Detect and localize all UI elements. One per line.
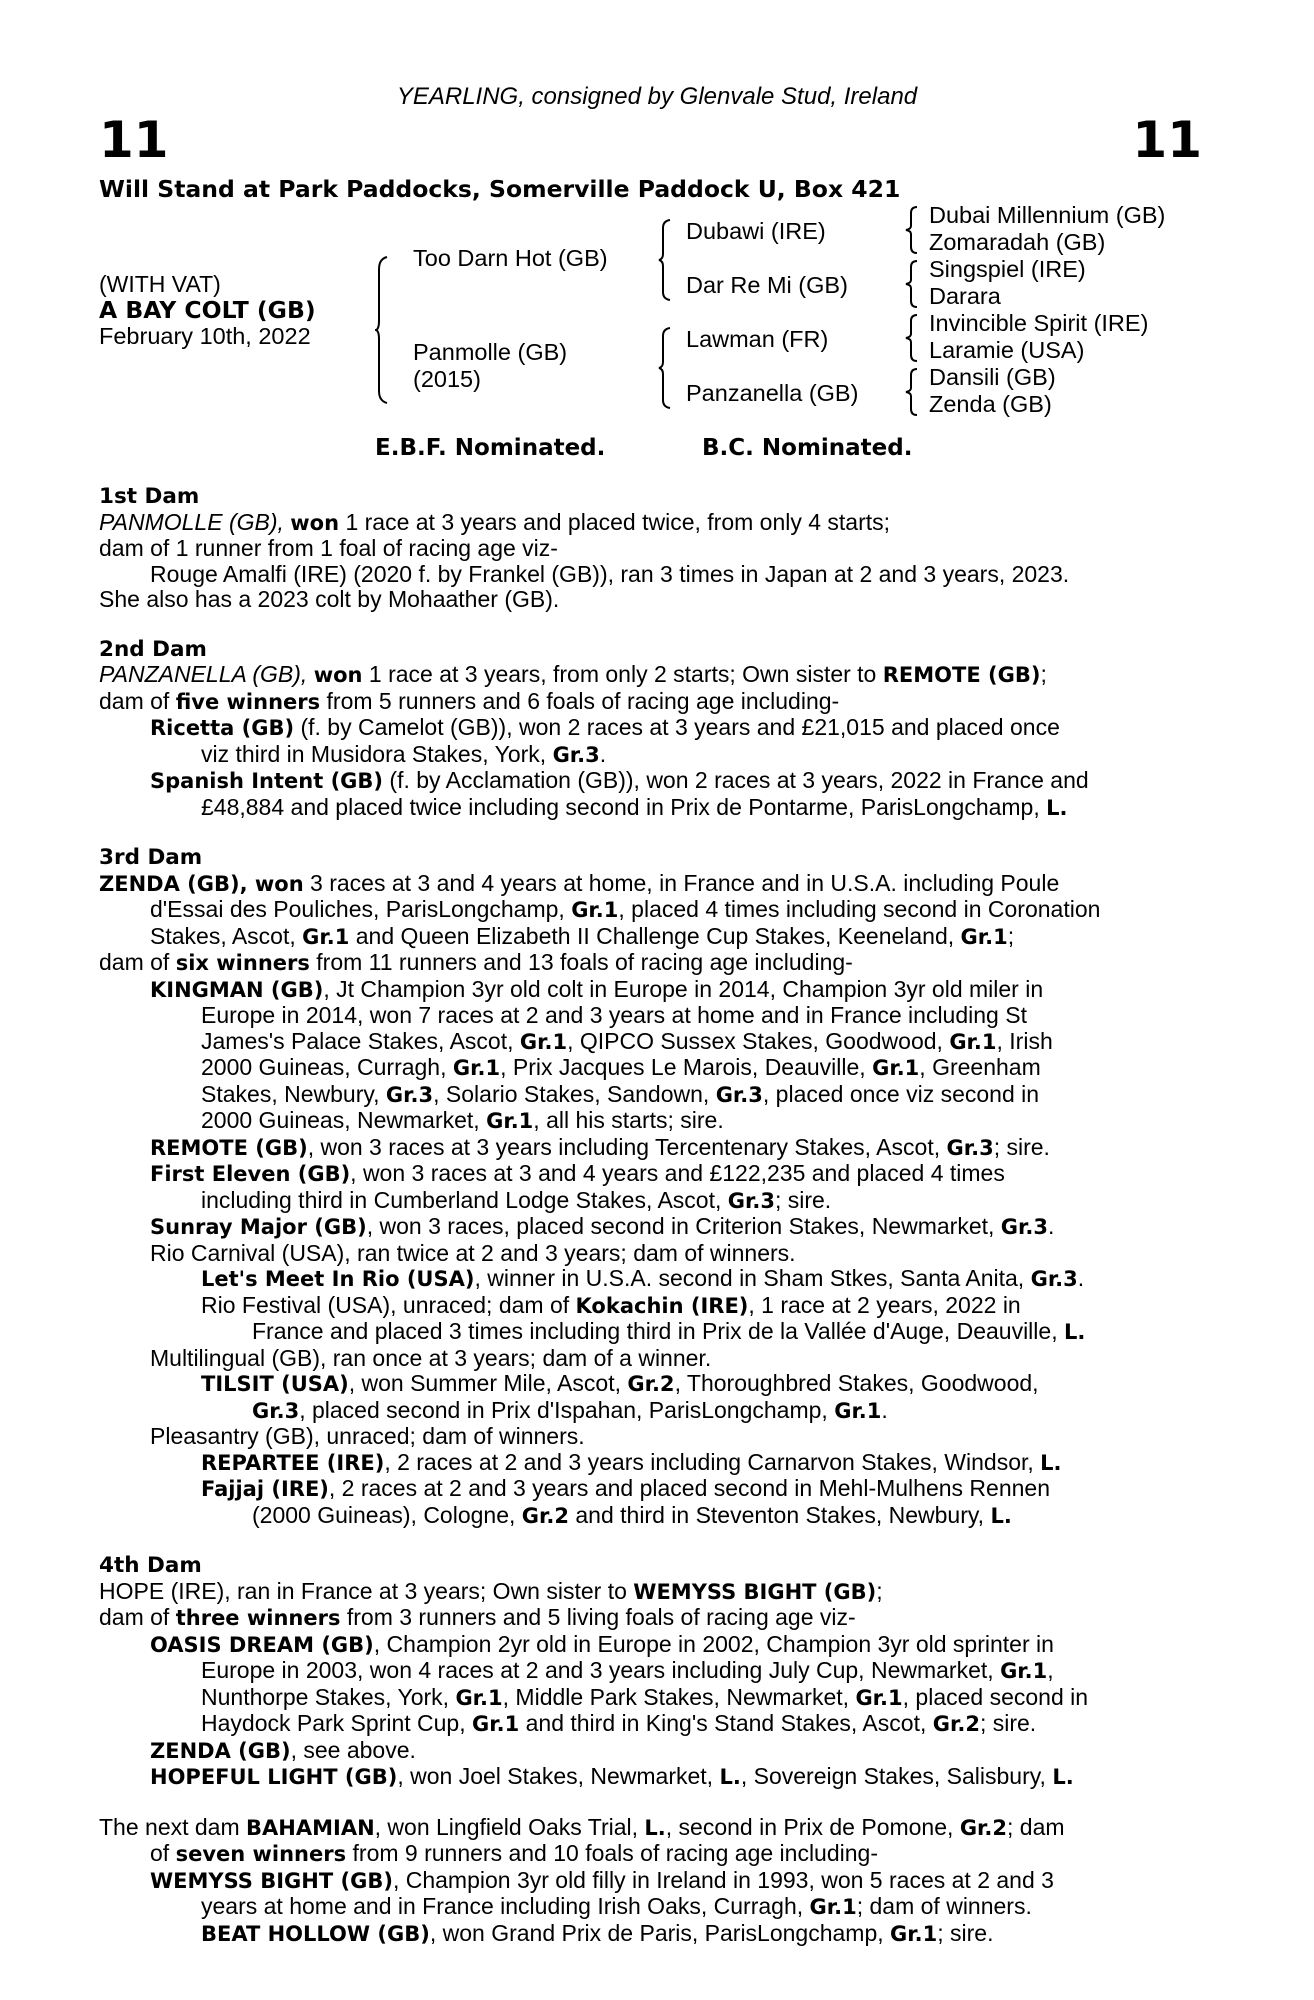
emphasis: ZENDA (GB),: [99, 871, 255, 896]
text-line: [99, 1868, 1205, 1895]
emphasis: Gr.1: [486, 1109, 534, 1133]
vat-label: (WITH VAT): [99, 271, 221, 297]
text: , Jt Champion 3yr old colt in Europe in 2014, Champion 3yr old miler in: [323, 975, 1044, 1002]
emphasis: won: [313, 663, 363, 687]
emphasis: L.: [719, 1765, 741, 1789]
grandsire-4: Darara: [929, 283, 1001, 309]
text-line: [99, 1503, 1205, 1530]
emphasis: seven winners: [175, 1842, 347, 1866]
text: and third in Steventon Stakes, Newbury,: [568, 1501, 991, 1528]
text: viz third in Musidora Stakes, York,: [201, 740, 553, 767]
emphasis: Gr.3: [1000, 1215, 1048, 1239]
text: HOPE (IRE), ran in France at 3 years; Own sister to: [99, 1577, 634, 1604]
text: , Sovereign Stakes, Salisbury,: [740, 1763, 1053, 1789]
text: , won 3 races, placed second in Criterion Stakes, Newmarket,: [366, 1213, 1001, 1239]
emphasis: WEMYSS BIGHT (GB): [633, 1579, 877, 1604]
text-line: [99, 1579, 1205, 1606]
text: and third in King's Stand Stakes, Ascot,: [519, 1710, 933, 1736]
grandsire-3: Singspiel (IRE): [929, 256, 1086, 282]
sire-name: Too Darn Hot (GB): [413, 245, 608, 271]
sale-header: YEARLING, consigned by Glenvale Stud, Ireland: [396, 83, 918, 110]
text-line: [99, 1894, 1205, 1921]
emphasis: Gr.1: [302, 924, 350, 949]
text: , second in Prix de Pomone,: [665, 1813, 960, 1840]
text: , placed second in: [902, 1683, 1089, 1710]
text-line: [99, 742, 1205, 769]
emphasis: TILSIT (USA): [201, 1372, 349, 1396]
text: from 3 runners and 5 living foals of racing age viz-: [340, 1604, 856, 1630]
text-line: [99, 1685, 1205, 1712]
sire-dam: Dar Re Mi (GB): [686, 272, 848, 298]
text: The next dam: [99, 1813, 247, 1840]
emphasis: L.: [1052, 1765, 1074, 1789]
text: and Queen Elizabeth II Challenge Cup Stakes, Keeneland,: [349, 922, 961, 949]
text: .: [1047, 1213, 1055, 1239]
text: , won Lingfield Oaks Trial,: [374, 1813, 645, 1840]
emphasis: Gr.3: [385, 1082, 434, 1107]
text: including third in Cumberland Lodge Stakes, Ascot,: [201, 1186, 728, 1213]
emphasis: Gr.1: [455, 1685, 503, 1710]
text: of: [150, 1840, 176, 1866]
emphasis: L.: [644, 1815, 666, 1840]
pedigree-brace-sire: [658, 218, 672, 302]
text: , Thoroughbred Stakes, Goodwood,: [674, 1370, 1039, 1396]
section-title: 1st Dam: [99, 484, 200, 509]
emphasis: REMOTE (GB): [150, 1135, 308, 1160]
emphasis: Gr.3: [946, 1135, 994, 1160]
text: 1 race at 3 years, from only 2 starts; Own sister to: [362, 661, 883, 687]
text: 3 races at 3 and 4 years at home, in France and in U.S.A. including Poule: [303, 869, 1060, 896]
emphasis: Gr.2: [521, 1503, 569, 1528]
grandsire-8: Zenda (GB): [929, 391, 1052, 417]
text: , placed 4 times including second in Coronation: [618, 896, 1101, 922]
text: £48,884 and placed twice including second in Prix de Pontarme, ParisLongchamp,: [201, 793, 1047, 820]
emphasis: Gr.2: [932, 1712, 980, 1736]
catalogue-body: [99, 484, 1205, 1947]
text-line: [99, 768, 1205, 795]
text: (2000 Guineas), Cologne,: [252, 1501, 522, 1528]
emphasis: Spanish Intent (GB): [150, 769, 384, 793]
next-dam-section: [99, 1815, 1205, 1948]
text: ; dam: [1007, 1813, 1065, 1840]
emphasis: won: [290, 510, 340, 535]
text-line: [99, 662, 1205, 689]
text-line: [99, 1711, 1205, 1738]
text-line: [99, 1476, 1205, 1503]
text: from 9 runners and 10 foals of racing age including-: [346, 1840, 878, 1866]
text: , won Summer Mile, Ascot,: [348, 1370, 628, 1396]
text: 1 race at 3 years and placed twice, from only 4 starts;: [339, 508, 891, 535]
emphasis: Gr.1: [452, 1056, 501, 1080]
text-line: She also has a 2023 colt by Mohaather (GB).: [99, 586, 560, 612]
emphasis: six winners: [175, 951, 310, 975]
text-line: [99, 1605, 1205, 1632]
emphasis: Gr.1: [855, 1685, 903, 1710]
text-line: [99, 1738, 1205, 1765]
text-line: [99, 1082, 1205, 1109]
stand-location: Will Stand at Park Paddocks, Somerville Paddock U, Box 421: [99, 175, 901, 203]
grandsire-5: Invincible Spirit (IRE): [929, 310, 1149, 336]
emphasis: REPARTEE (IRE): [201, 1450, 385, 1475]
emphasis: Sunray Major (GB): [150, 1215, 367, 1239]
emphasis: Gr.3: [1030, 1267, 1078, 1291]
emphasis: Gr.3: [715, 1082, 763, 1107]
text: 2000 Guineas, Newmarket,: [201, 1107, 487, 1133]
dam-dam: Panzanella (GB): [686, 380, 859, 406]
text-line: [99, 1371, 1205, 1398]
emphasis: Gr.1: [834, 1398, 882, 1423]
emphasis: Gr.1: [571, 898, 619, 922]
emphasis: Gr.3: [727, 1188, 775, 1213]
text-line: [99, 1450, 1205, 1477]
emphasis: Gr.1: [519, 1029, 568, 1054]
text: d'Essai des Pouliches, ParisLongchamp,: [150, 896, 572, 922]
text-line: dam of 1 runner from 1 foal of racing age viz-: [99, 535, 558, 561]
text: ; dam of winners.: [856, 1893, 1032, 1919]
text: (f. by Camelot (GB)), won 2 races at 3 years and £21,015 and placed once: [294, 714, 1060, 740]
text: , won 3 races at 3 years including Tercentenary Stakes, Ascot,: [307, 1133, 947, 1160]
text-line: Pleasantry (GB), unraced; dam of winners.: [150, 1423, 585, 1449]
text: , placed second in Prix d'Ispahan, ParisLongchamp,: [299, 1396, 835, 1423]
grandsire-6: Laramie (USA): [929, 337, 1085, 363]
emphasis: BAHAMIAN: [246, 1815, 375, 1840]
text: , QIPCO Sussex Stakes, Goodwood,: [567, 1027, 950, 1054]
text: dam of: [99, 1604, 176, 1630]
dam-name: Panmolle (GB): [413, 339, 568, 365]
emphasis: OASIS DREAM (GB): [150, 1632, 374, 1657]
text: , won Joel Stakes, Newmarket,: [397, 1763, 720, 1789]
text: ;: [876, 1577, 883, 1604]
bc-nomination: B.C. Nominated.: [702, 435, 913, 461]
text-line: Rio Carnival (USA), ran twice at 2 and 3 years; dam of winners.: [150, 1239, 796, 1266]
text: dam of: [99, 687, 176, 714]
text: dam of: [99, 949, 176, 975]
grandsire-1: Dubai Millennium (GB): [929, 202, 1166, 228]
text: , Solario Stakes, Sandown,: [433, 1080, 716, 1107]
emphasis: Kokachin (IRE): [575, 1293, 749, 1318]
text: , winner in U.S.A. second in Sham Stkes, Santa Anita,: [474, 1265, 1031, 1291]
grandsire-2: Zomaradah (GB): [929, 229, 1106, 255]
horse-name: A BAY COLT (GB): [99, 296, 316, 324]
text-line: [99, 1029, 1205, 1056]
text: .: [599, 740, 607, 767]
lot-number-right: 11: [1132, 111, 1202, 169]
emphasis: Gr.2: [627, 1372, 675, 1396]
emphasis: five winners: [175, 689, 321, 714]
emphasis: three winners: [175, 1606, 341, 1630]
pedigree-brace-main: [375, 255, 389, 405]
text: , Greenham: [919, 1054, 1041, 1080]
text-line: [99, 689, 1205, 716]
text-line: [99, 1108, 1205, 1135]
pedigree-brace-dam: [658, 326, 672, 410]
text-line: [99, 1658, 1205, 1685]
lot-number-left: 11: [99, 111, 169, 169]
section-title: 3rd Dam: [99, 845, 203, 870]
text-line: [99, 1841, 1205, 1868]
emphasis: KINGMAN (GB): [150, 977, 324, 1002]
pedigree-brace-g2: [905, 259, 919, 309]
text-line: [99, 1161, 1205, 1188]
second-dam-section: [99, 637, 1205, 822]
pedigree-brace-g3: [905, 313, 919, 363]
text: James's Palace Stakes, Ascot,: [201, 1027, 520, 1054]
foaling-date: February 10th, 2022: [99, 323, 311, 349]
section-title: 2nd Dam: [99, 636, 207, 662]
text: ; sire.: [774, 1186, 832, 1213]
text: , won 3 races at 3 and 4 years and £122,235 and placed 4 times: [350, 1160, 1005, 1186]
text: from 5 runners and 6 foals of racing age including-: [320, 687, 840, 714]
text: ;: [1040, 661, 1047, 687]
fourth-dam-section: [99, 1553, 1205, 1791]
third-dam-section: [99, 845, 1205, 1529]
text: Rio Festival (USA), unraced; dam of: [201, 1291, 576, 1318]
text-line: [99, 795, 1205, 822]
text: Stakes, Ascot,: [150, 922, 303, 949]
emphasis: L.: [1046, 795, 1068, 820]
text-line: Europe in 2014, won 7 races at 2 and 3 years at home and in France including St: [201, 1002, 1027, 1028]
emphasis: Gr.1: [1000, 1659, 1048, 1683]
text-line: [99, 924, 1205, 951]
text: , 2 races at 2 and 3 years and placed second in Mehl-Mulhens Rennen: [328, 1475, 1050, 1501]
text-line: [99, 1632, 1205, 1659]
text: years at home and in France including Irish Oaks, Curragh,: [201, 1893, 810, 1919]
emphasis: WEMYSS BIGHT (GB): [150, 1868, 393, 1893]
text-line: [99, 510, 1205, 537]
text-line: [99, 897, 1205, 924]
emphasis: Fajjaj (IRE): [201, 1477, 329, 1501]
text: .: [881, 1396, 888, 1423]
text-line: [99, 1921, 1205, 1948]
text: , Irish: [996, 1027, 1053, 1054]
emphasis: Let's Meet In Rio (USA): [201, 1267, 475, 1291]
text: , won Grand Prix de Paris, ParisLongchamp,: [429, 1919, 891, 1946]
text-line: [99, 1055, 1205, 1082]
emphasis: Gr.3: [552, 742, 600, 767]
dam-year: (2015): [413, 366, 481, 392]
text: Haydock Park Sprint Cup,: [201, 1710, 473, 1736]
text-line: [99, 950, 1205, 977]
pedigree-brace-g4: [905, 367, 919, 417]
text-line: [99, 1214, 1205, 1241]
text: Stakes, Newbury,: [201, 1080, 386, 1107]
text: , placed once viz second in: [762, 1080, 1040, 1107]
text: ;: [1007, 922, 1015, 949]
text-line: [99, 1398, 1205, 1425]
text: ; sire.: [993, 1133, 1050, 1160]
text-line: [99, 1293, 1205, 1320]
text: (f. by Acclamation (GB)), won 2 races at 3 years, 2022 in France and: [383, 767, 1089, 793]
text: , all his starts; sire.: [533, 1107, 724, 1133]
text: France and placed 3 times including third in Prix de la Vallée d'Auge, Deauville,: [252, 1318, 1064, 1344]
emphasis: HOPEFUL LIGHT (GB): [150, 1765, 398, 1789]
dam-name: PANMOLLE (GB),: [99, 508, 291, 535]
text: .: [1077, 1265, 1085, 1291]
emphasis: Gr.1: [809, 1895, 857, 1919]
text: Europe in 2003, won 4 races at 2 and 3 years including July Cup, Newmarket,: [201, 1657, 1001, 1683]
text-line: [99, 1266, 1205, 1293]
text: , see above.: [290, 1736, 416, 1763]
text: , Middle Park Stakes, Newmarket,: [502, 1683, 856, 1710]
text-line: Multilingual (GB), ran once at 3 years; dam of a winner.: [150, 1344, 712, 1371]
text: Nunthorpe Stakes, York,: [201, 1683, 456, 1710]
text-line: [99, 871, 1205, 898]
text: ,: [1047, 1657, 1054, 1683]
text: 2000 Guineas, Curragh,: [201, 1054, 453, 1080]
emphasis: Gr.1: [949, 1029, 997, 1054]
text: , Champion 3yr old filly in Ireland in 1993, won 5 races at 2 and 3: [392, 1866, 1054, 1893]
text: , Prix Jacques Le Marois, Deauville,: [500, 1054, 873, 1080]
dam-sire: Lawman (FR): [686, 326, 829, 352]
emphasis: L.: [990, 1503, 1012, 1528]
emphasis: ZENDA (GB): [150, 1738, 291, 1763]
pedigree-brace-g1: [905, 205, 919, 255]
emphasis: Gr.1: [472, 1712, 520, 1736]
text: , 2 races at 2 and 3 years including Carnarvon Stakes, Windsor,: [384, 1448, 1041, 1475]
text: , 1 race at 2 years, 2022 in: [748, 1291, 1021, 1318]
text: ; sire.: [937, 1919, 994, 1946]
emphasis: Ricetta (GB): [150, 716, 295, 740]
emphasis: BEAT HOLLOW (GB): [201, 1921, 430, 1946]
emphasis: Gr.2: [959, 1815, 1008, 1840]
dam-name: PANZANELLA (GB),: [99, 661, 314, 687]
text-line: [99, 1319, 1205, 1346]
text: from 11 runners and 13 foals of racing age including-: [309, 949, 853, 975]
section-title: 4th Dam: [99, 1553, 202, 1578]
text-line: Rouge Amalfi (IRE) (2020 f. by Frankel (GB)), ran 3 times in Japan at 2 and 3 years, 2023.: [150, 560, 1070, 587]
emphasis: won: [254, 871, 304, 896]
sire-sire: Dubawi (IRE): [686, 218, 826, 244]
emphasis: L.: [1040, 1450, 1062, 1475]
text-line: [99, 1188, 1205, 1215]
text-line: [99, 977, 1205, 1004]
emphasis: First Eleven (GB): [150, 1162, 351, 1186]
emphasis: Gr.3: [252, 1398, 300, 1423]
first-dam-section: [99, 484, 1205, 613]
emphasis: Gr.1: [960, 924, 1008, 949]
text-line: [99, 715, 1205, 742]
text: ; sire.: [979, 1710, 1037, 1736]
text: , Champion 2yr old in Europe in 2002, Champion 3yr old sprinter in: [373, 1630, 1054, 1657]
emphasis: Gr.1: [890, 1921, 938, 1946]
text-line: [99, 1764, 1205, 1791]
grandsire-7: Dansili (GB): [929, 364, 1056, 390]
emphasis: L.: [1063, 1320, 1086, 1344]
emphasis: REMOTE (GB): [882, 663, 1041, 687]
emphasis: Gr.1: [872, 1056, 920, 1080]
ebf-nomination: E.B.F. Nominated.: [375, 435, 606, 461]
text-line: [99, 1815, 1205, 1842]
text-line: [99, 1135, 1205, 1162]
